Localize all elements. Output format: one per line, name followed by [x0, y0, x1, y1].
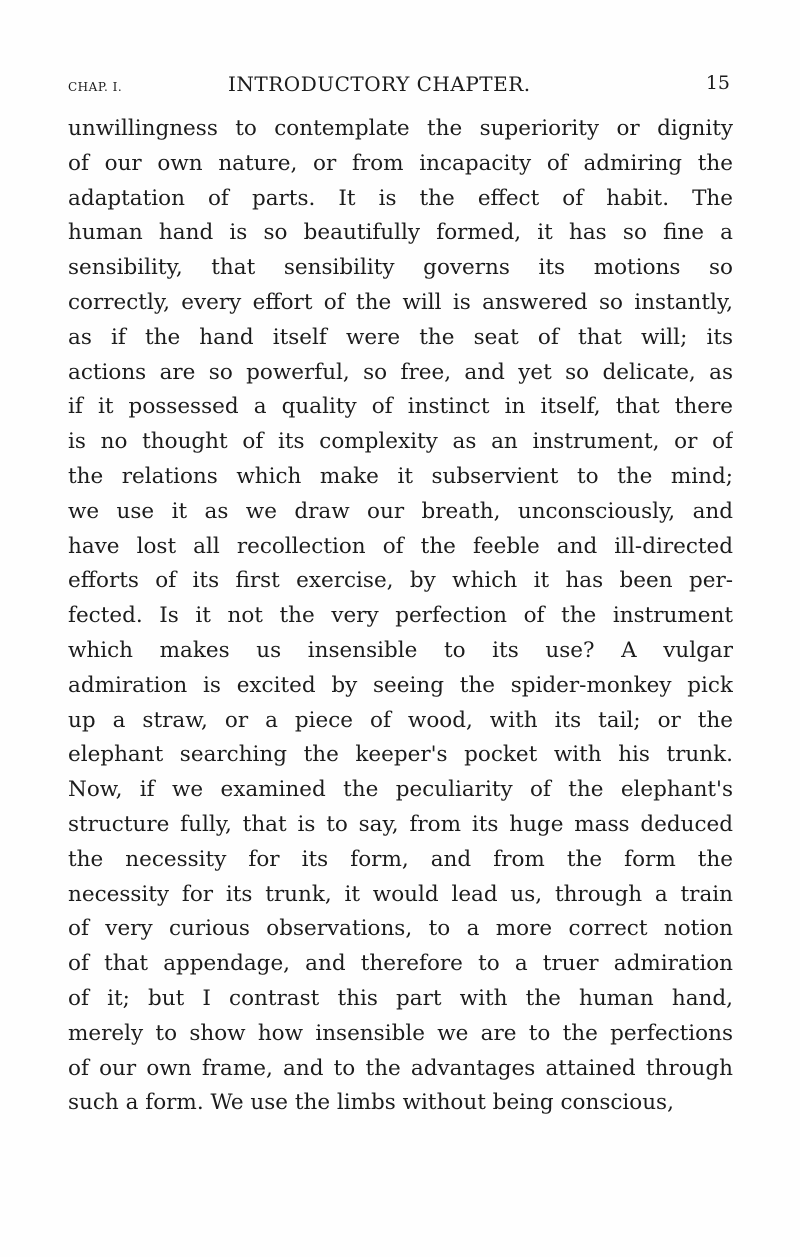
text-line: which makes us insensible to its use? A vulgar [68, 637, 733, 663]
text-line: of our own frame, and to the advantages attained through [68, 1055, 733, 1081]
text-line: Now, if we examined the peculiarity of the elephant's [68, 777, 733, 803]
text-line: such a form. We use the limbs without being conscious, [68, 1090, 674, 1116]
text-line: merely to show how insensible we are to the perfections [68, 1020, 733, 1046]
text-line: of very curious observations, to a more correct notion [68, 916, 733, 942]
text-line: we use it as we draw our breath, unconsciously, and [68, 498, 733, 524]
text-line: have lost all recollection of the feeble and ill-directed [68, 533, 733, 559]
text-line: up a straw, or a piece of wood, with its tail; or the [68, 707, 733, 733]
running-title: INTRODUCTORY CHAPTER. [228, 72, 531, 96]
text-line: necessity for its trunk, it would lead us, through a train [68, 881, 733, 907]
chapter-label: CHAP. I. [68, 80, 123, 94]
text-line: of it; but I contrast this part with the human hand, [68, 985, 733, 1011]
text-line: unwillingness to contemplate the superiority or dignity [68, 116, 733, 141]
text-line: actions are so powerful, so free, and yet so delicate, as [68, 359, 733, 385]
text-line: structure fully, that is to say, from its huge mass deduced [68, 811, 733, 837]
text-line: of our own nature, or from incapacity of admiring the [68, 150, 733, 176]
text-line: if it possessed a quality of instinct in itself, that there [68, 394, 733, 420]
text-line: of that appendage, and therefore to a truer admiration [68, 951, 733, 977]
text-line: as if the hand itself were the seat of that will; its [68, 324, 733, 350]
text-line: elephant searching the keeper's pocket with his trunk. [68, 742, 733, 768]
text-line: the relations which make it subservient to the mind; [68, 463, 733, 489]
text-line: the necessity for its form, and from the form the [68, 846, 733, 872]
running-head [68, 72, 730, 102]
text-line: admiration is excited by seeing the spider-monkey pick [68, 672, 733, 698]
text-line: human hand is so beautifully formed, it has so fine a [68, 220, 733, 246]
text-line: fected. Is it not the very perfection of the instrument [68, 603, 733, 629]
text-line: is no thought of its complexity as an instrument, or of [68, 429, 733, 455]
text-line: efforts of its first exercise, by which it has been per- [68, 568, 733, 594]
body-text [68, 112, 733, 1121]
text-line: sensibility, that sensibility governs its motions so [68, 255, 733, 281]
text-line: adaptation of parts. It is the effect of habit. The [68, 185, 733, 211]
text-line: correctly, every effort of the will is answered so instantly, [68, 289, 733, 315]
page-number: 15 [705, 72, 730, 94]
